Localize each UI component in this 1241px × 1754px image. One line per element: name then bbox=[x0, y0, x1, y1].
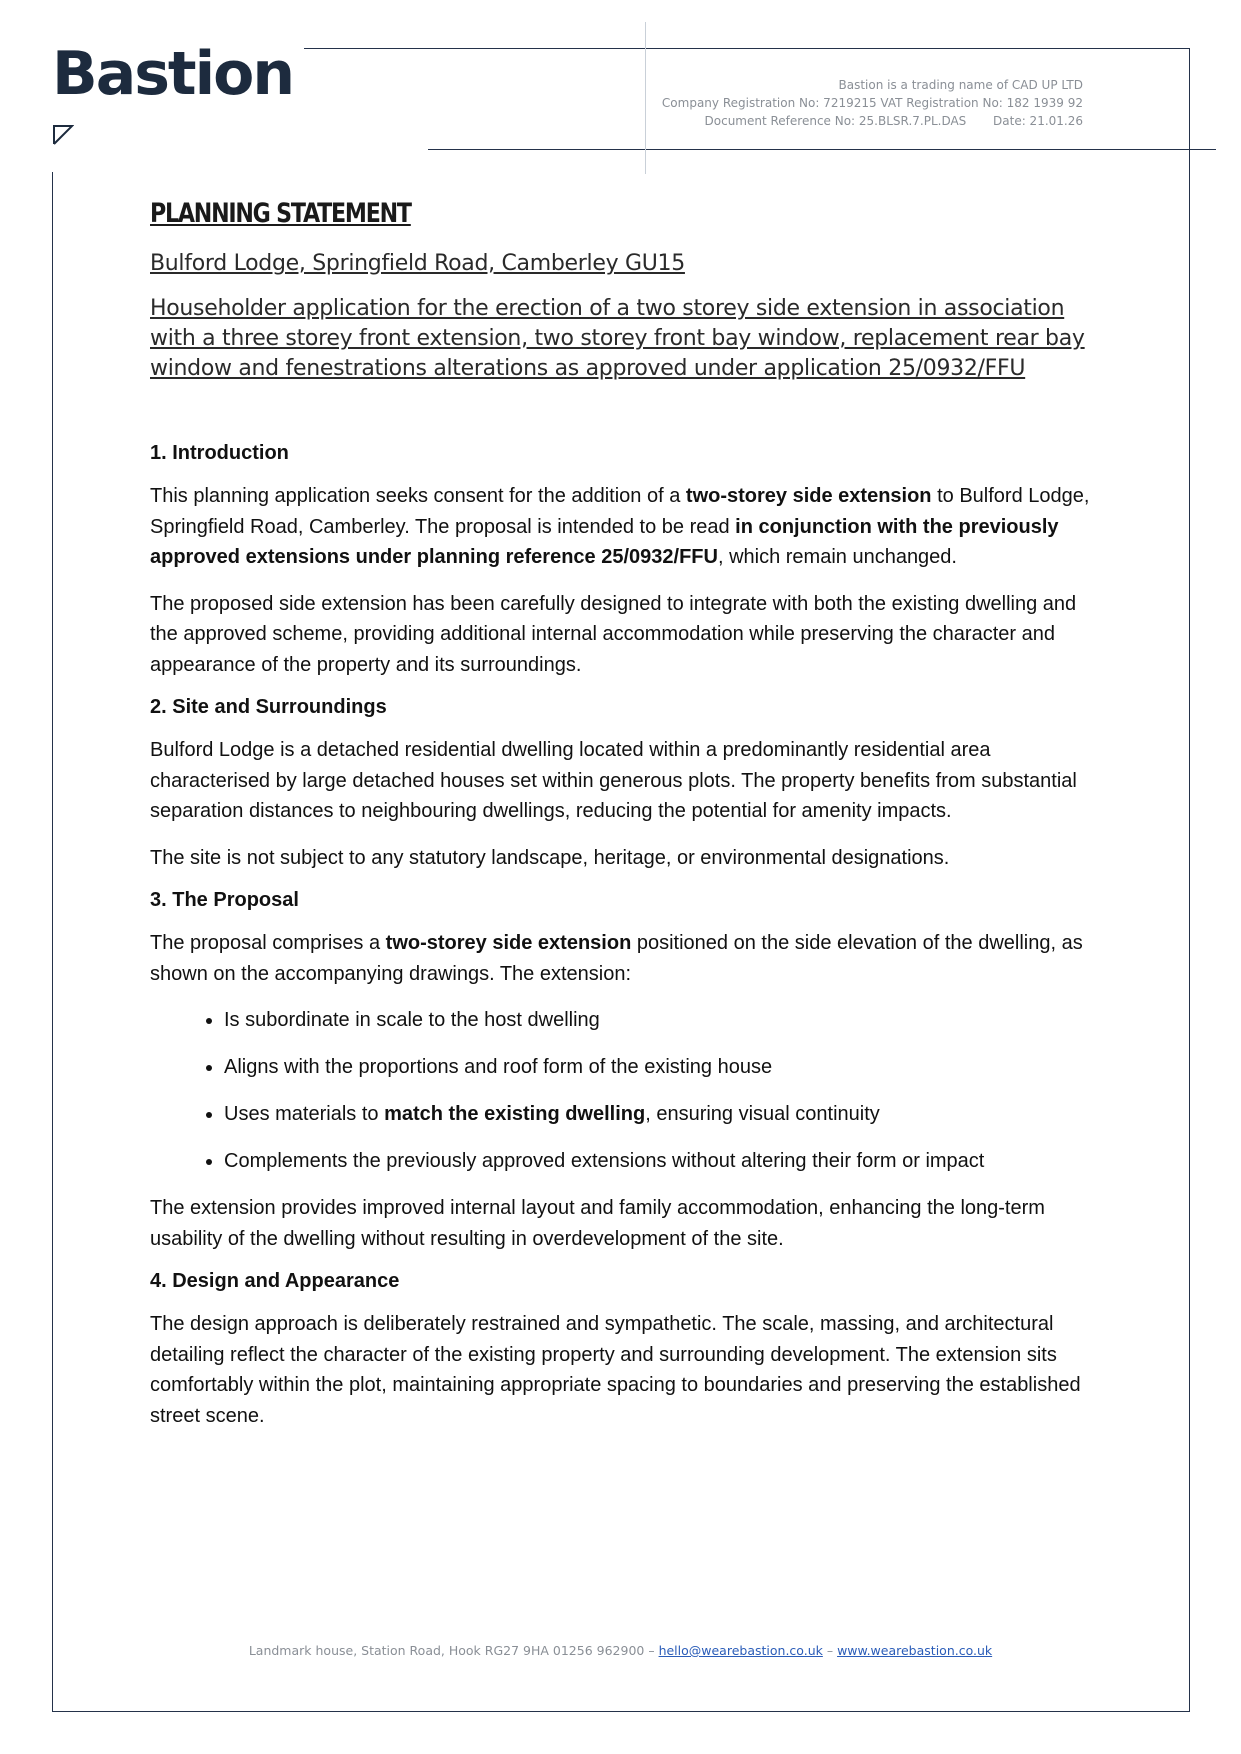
registration-info: Company Registration No: 7219215 VAT Registration No: 182 1939 92 bbox=[661, 96, 1083, 110]
site-paragraph-2: The site is not subject to any statutory landscape, heritage, or environmental designations. bbox=[150, 846, 950, 869]
section-heading-site: 2. Site and Surroundings bbox=[150, 696, 387, 718]
footer-address: Landmark house, Station Road, Hook RG27 9HA 01256 962900 – bbox=[248, 1643, 659, 1658]
section-heading-introduction: 1. Introduction bbox=[150, 442, 289, 464]
header-underline bbox=[428, 149, 1216, 150]
application-description: Householder application for the erection of a two storey side extension in association with a three storey front extension, two storey front bay window, replacement rear bay window and fenestrations alterations as approved under application 25/0932/FFU bbox=[150, 296, 1085, 381]
footer-email-link[interactable]: hello@wearebastion.co.uk bbox=[658, 1643, 823, 1658]
list-item: • Is subordinate in scale to the host dwelling bbox=[224, 1005, 1100, 1035]
document-content bbox=[150, 198, 1100, 1447]
footer-website-link[interactable]: www.wearebastion.co.uk bbox=[837, 1643, 993, 1658]
introduction-paragraph-2: The proposed side extension has been carefully designed to integrate with both the existing dwelling and the approved scheme, providing additional internal accommodation while preserving the character and appearance of the property and its surroundings. bbox=[150, 592, 1077, 676]
introduction-paragraph-1: This planning application seeks consent for the addition of a two-storey side extension to Bulford Lodge, Springfield Road, Camberley. The proposal is intended to be read in conjunction with the previously approved extensions under planning reference 25/0932/FFU, which remain unchanged. bbox=[150, 485, 1090, 568]
proposal-paragraph-1: The proposal comprises a two-storey side extension positioned on the side elevation of the dwelling, as shown on the accompanying drawings. The extension: bbox=[150, 932, 1083, 985]
document-reference-line bbox=[662, 112, 1083, 130]
design-paragraph-1: The design approach is deliberately restrained and sympathetic. The scale, massing, and architectural detailing reflect the character of the existing property and surrounding development. The extension sits comfortably within the plot, maintaining appropriate spacing to boundaries and preserving the established street scene. bbox=[150, 1313, 1081, 1427]
list-item: • Uses materials to match the existing dwelling, ensuring visual continuity bbox=[224, 1099, 1100, 1129]
proposal-bullet-list bbox=[150, 1005, 1100, 1176]
section-heading-design: 4. Design and Appearance bbox=[150, 1270, 400, 1292]
trading-name: Bastion is a trading name of CAD UP LTD bbox=[838, 78, 1083, 92]
header-divider bbox=[645, 22, 646, 174]
page-title: PLANNING STATEMENT bbox=[150, 198, 411, 229]
site-address: Bulford Lodge, Springfield Road, Camberley GU15 bbox=[150, 251, 685, 276]
document-reference: Document Reference No: 25.BLSR.7.PL.DAS bbox=[704, 114, 967, 128]
page-footer bbox=[0, 1643, 1241, 1658]
document-date: Date: 21.01.26 bbox=[993, 114, 1083, 128]
list-item: • Aligns with the proportions and roof form of the existing house bbox=[224, 1052, 1100, 1082]
section-heading-proposal: 3. The Proposal bbox=[150, 889, 299, 911]
list-item: • Complements the previously approved extensions without altering their form or impact bbox=[224, 1146, 1100, 1176]
bastion-logo: Bastion bbox=[52, 39, 294, 109]
frame-left-line bbox=[52, 172, 53, 1712]
site-paragraph-1: Bulford Lodge is a detached residential dwelling located within a predominantly residential area characterised by large detached houses set within generous plots. The property benefits from substantial separation distances to neighbouring dwellings, reducing the potential for amenity impacts. bbox=[150, 739, 1077, 822]
company-info bbox=[662, 76, 1083, 130]
frame-right-line bbox=[1189, 48, 1190, 1712]
frame-top-line bbox=[304, 48, 1190, 49]
frame-bottom-line bbox=[52, 1711, 1190, 1712]
proposal-paragraph-2: The extension provides improved internal layout and family accommodation, enhancing the long-term usability of the dwelling without resulting in overdevelopment of the site. bbox=[150, 1197, 1045, 1250]
logo-triangle-icon bbox=[52, 124, 74, 146]
footer-separator: – bbox=[822, 1643, 838, 1658]
